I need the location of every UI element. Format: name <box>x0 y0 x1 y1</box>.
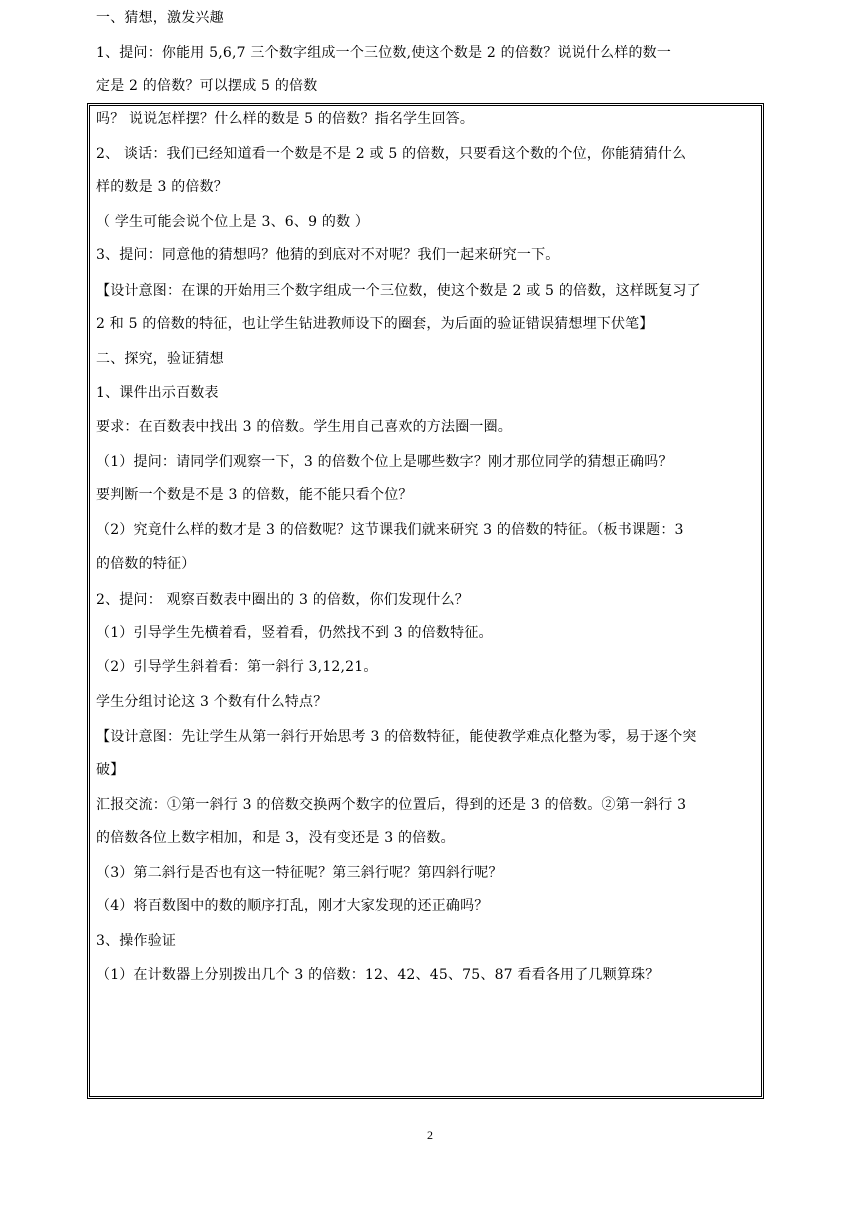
text-line: 要判断一个数是不是 3 的倍数，能不能只看个位？ <box>96 487 413 503</box>
text-line: 2、提问： 观察百数表中圈出的 3 的倍数，你们发现什么？ <box>96 592 469 608</box>
text-line: （1）提问：请同学们观察一下，3 的倍数个位上是哪些数字？刚才那位同学的猜想正确吗？ <box>96 454 673 470</box>
text-line: 吗？ 说说怎样摆？什么样的数是 5 的倍数？指名学生回答。 <box>96 111 475 127</box>
text-line: 二、探究，验证猜想 <box>96 351 224 367</box>
text-line: （2）引导学生斜着看：第一斜行 3,12,21。 <box>96 659 378 675</box>
text-line: （3）第二斜行是否也有这一特征呢？第三斜行呢？第四斜行呢？ <box>96 865 503 881</box>
text-line: 3、提问：同意他的猜想吗？他猜的到底对不对呢？我们一起来研究一下。 <box>96 247 560 263</box>
text-line: 要求：在百数表中找出 3 的倍数。学生用自己喜欢的方法圈一圈。 <box>96 419 513 435</box>
text-line: 学生分组讨论这 3 个数有什么特点？ <box>96 694 328 710</box>
text-line: （1）在计数器上分别拨出几个 3 的倍数：12、42、45、75、87 看看各用了几颗算珠？ <box>96 967 660 983</box>
text-line: 3、操作验证 <box>96 933 177 949</box>
text-line: （ 学生可能会说个位上是 3、6、9 的数 ） <box>96 214 370 230</box>
text-line: （2）究竟什么样的数才是 3 的倍数呢？这节课我们就来研究 3 的倍数的特征。（板书课题：3 <box>96 522 684 538</box>
lesson-table-frame <box>87 10 764 1099</box>
text-line: （1）引导学生先横着看，竖着看，仍然找不到 3 的倍数特征。 <box>96 625 493 641</box>
text-line: 1、提问：你能用 5,6,7 三个数字组成一个三位数,使这个数是 2 的倍数？说说什么样的数一 <box>96 45 672 61</box>
text-line: 破】 <box>96 762 125 778</box>
text-line: 【设计意图：在课的开始用三个数字组成一个三位数，使这个数是 2 或 5 的倍数，这样既复习了 <box>96 283 701 299</box>
text-line: 1、课件出示百数表 <box>96 385 219 401</box>
text-line: 的倍数的特征） <box>96 556 196 572</box>
page-number: 2 <box>427 1128 433 1142</box>
text-line: 2 和 5 的倍数的特征，也让学生钻进教师设下的圈套，为后面的验证错误猜想埋下伏笔】 <box>96 316 654 332</box>
text-line: 汇报交流：①第一斜行 3 的倍数交换两个数字的位置后，得到的还是 3 的倍数。②第一斜行 3 <box>96 797 687 813</box>
text-line: 2、 谈话：我们已经知道看一个数是不是 2 或 5 的倍数，只要看这个数的个位，你能猜猜什么 <box>96 146 687 162</box>
text-line: （4）将百数图中的数的顺序打乱，刚才大家发现的还正确吗？ <box>96 898 489 914</box>
text-line: 的倍数各位上数字相加，和是 3，没有变还是 3 的倍数。 <box>96 830 455 846</box>
text-line: 一、猜想，激发兴趣 <box>96 10 224 26</box>
text-line: 定是 2 的倍数？可以摆成 5 的倍数 <box>96 78 318 94</box>
text-line: 样的数是 3 的倍数？ <box>96 179 229 195</box>
text-line: 【设计意图：先让学生从第一斜行开始思考 3 的倍数特征，能使教学难点化整为零，易于逐个突 <box>96 729 697 745</box>
